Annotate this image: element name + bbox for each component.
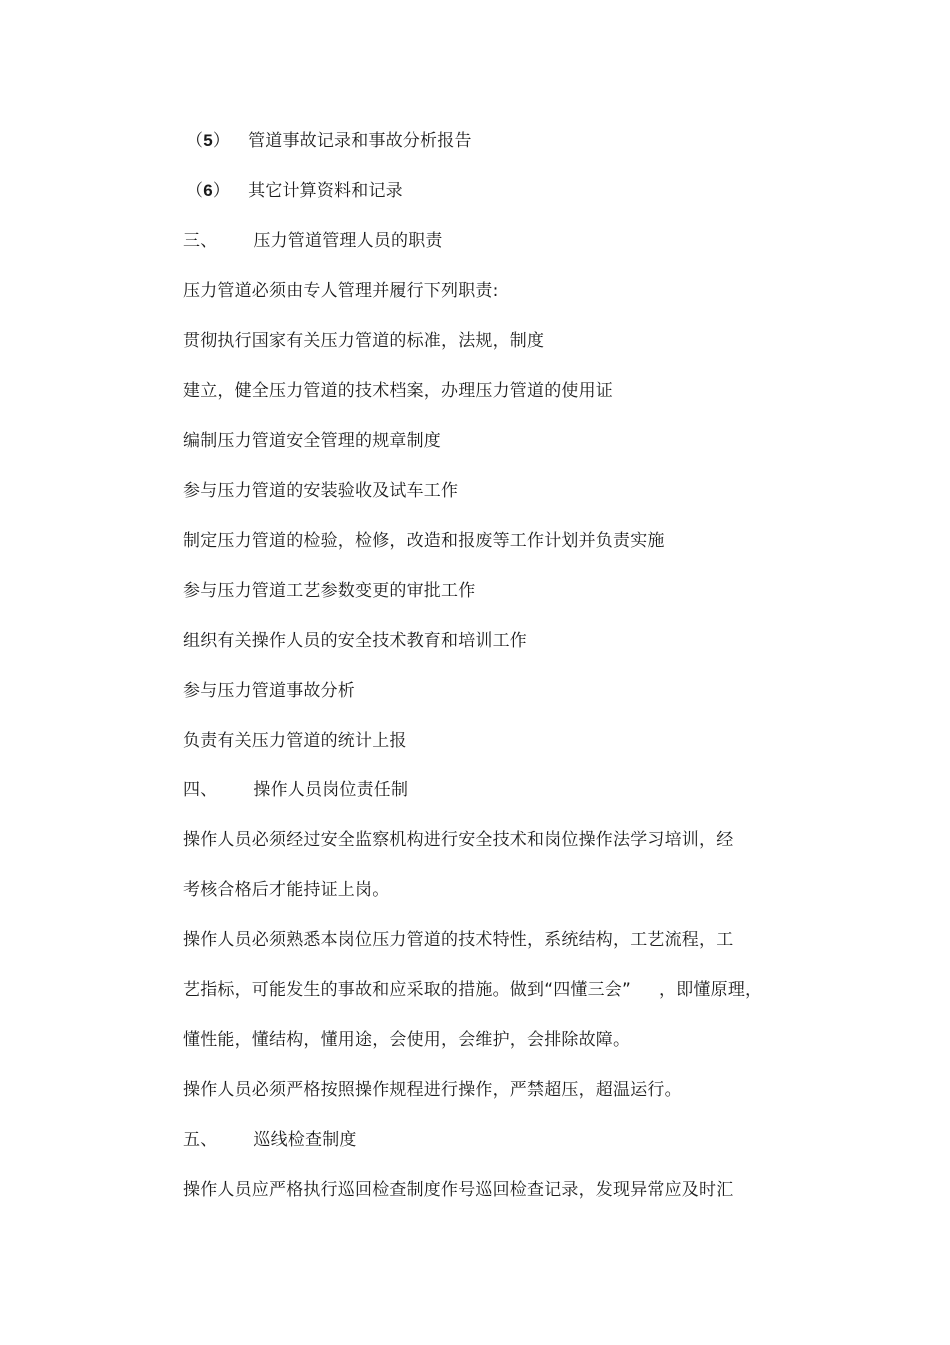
paragraph-line: 编制压力管道安全管理的规章制度 (183, 431, 441, 451)
paragraph-line: 操作人员必须严格按照操作规程进行操作，严禁超压，超温运行。 (183, 1080, 682, 1100)
section-title: 巡线检查制度 (253, 1130, 357, 1150)
paragraph-line: 贯彻执行国家有关压力管道的标准，法规，制度 (183, 331, 545, 351)
paragraph-line: 建立，健全压力管道的技术档案，办理压力管道的使用证 (183, 381, 613, 401)
text-segment: ，即懂原理， (659, 980, 763, 1000)
paragraph-line: 考核合格后才能持证上岗。 (183, 880, 390, 900)
list-item-5 (186, 131, 472, 151)
text-segment: 艺指标，可能发生的事故和应采取的措施。做到“四懂三会” (183, 980, 632, 1000)
paragraph-line: 参与压力管道事故分析 (183, 681, 355, 701)
section-heading-3 (183, 231, 443, 251)
paragraph-line: 压力管道必须由专人管理并履行下列职责: (183, 281, 499, 301)
section-marker: 三、 (183, 231, 218, 251)
paragraph-line: 操作人员必须熟悉本岗位压力管道的技术特性，系统结构，工艺流程，工 (183, 930, 734, 950)
item-text: 管道事故记录和事故分析报告 (248, 131, 472, 151)
section-heading-5 (183, 1130, 357, 1150)
paragraph-line: 组织有关操作人员的安全技术教育和培训工作 (183, 631, 527, 651)
paren-close: ） (212, 181, 231, 201)
paragraph-line: 懂性能，懂结构，懂用途，会使用，会维护，会排除故障。 (183, 1030, 631, 1050)
paragraph-line: 负责有关压力管道的统计上报 (183, 731, 407, 751)
paragraph-line (183, 980, 762, 1000)
paragraph-line: 操作人员必须经过安全监察机构进行安全技术和岗位操作法学习培训，经 (183, 830, 734, 850)
section-marker: 四、 (183, 780, 218, 800)
section-title: 操作人员岗位责任制 (253, 780, 409, 800)
section-marker: 五、 (183, 1130, 218, 1150)
item-number: 6 (203, 181, 213, 200)
paren-close: ） (212, 131, 231, 151)
paragraph-line: 制定压力管道的检验，检修，改造和报废等工作计划并负责实施 (183, 531, 665, 551)
paren-open: （ (186, 131, 204, 151)
list-item-6 (186, 181, 403, 201)
paragraph-line: 参与压力管道的安装验收及试车工作 (183, 481, 459, 501)
item-text: 其它计算资料和记录 (248, 181, 403, 201)
paren-open: （ (186, 181, 204, 201)
section-title: 压力管道管理人员的职责 (253, 231, 443, 251)
item-number: 5 (203, 131, 213, 150)
paragraph-line: 参与压力管道工艺参数变更的审批工作 (183, 581, 476, 601)
paragraph-line: 操作人员应严格执行巡回检查制度作号巡回检查记录，发现异常应及时汇 (183, 1180, 734, 1200)
section-heading-4 (183, 780, 408, 800)
